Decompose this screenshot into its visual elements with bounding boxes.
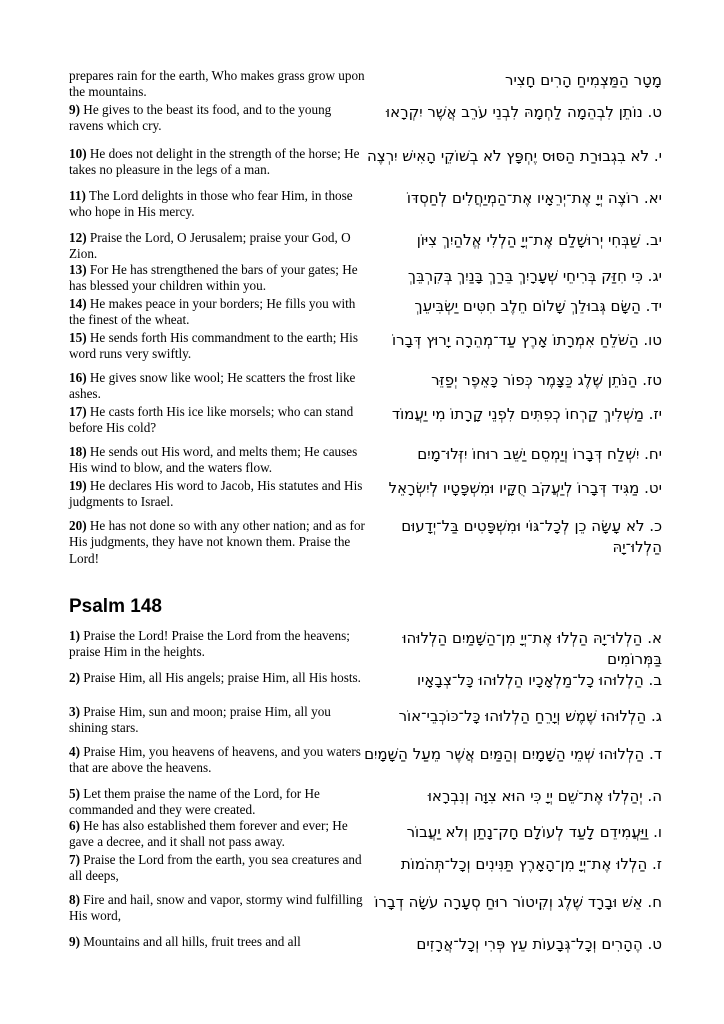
verse-english: 16) He gives snow like wool; He scatters the frost like ashes.	[69, 370, 356, 402]
verse-english: 1) Praise the Lord! Praise the Lord from the heavens; praise Him in the heights.	[69, 628, 350, 660]
verse-english: 8) Fire and hail, snow and vapor, stormy wind fulfilling His word,	[69, 892, 363, 924]
verse-number: 4)	[69, 744, 80, 759]
verse-hebrew: ט. נוֹתֵן לִבְהֵמָה לַחְמָהּ לִבְנֵי עֹרֵב אֲשֶׁר יִקְרָאוּ	[386, 103, 662, 121]
verse-hebrew: יט. מַגִּיד דְּבָרוֹ לְיַעֲקֹב חֻקָּיו וּמִשְׁפָּטָיו לְיִשְׂרָאֵל	[388, 479, 662, 497]
verse-hebrew: ה. יְהַלְלוּ אֶת־שֵׁם יְיָ כִּי הוּא צִוָּה וְנִבְרָאוּ	[427, 787, 662, 805]
verse-number: 11)	[69, 188, 86, 203]
verse-english: 4) Praise Him, you heavens of heavens, and you waters that are above the heavens.	[69, 744, 361, 776]
verse-english: 2) Praise Him, all His angels; praise Him, all His hosts.	[69, 670, 361, 685]
verse-hebrew: מָטָר הַמַּצְמִיחַ הָרִים חָצִיר	[504, 71, 662, 89]
verse-hebrew: טו. הַשֹּׁלֵחַ אִמְרָתוֹ אָרֶץ עַד־מְהֵרָה יָרוּץ דְּבָרוֹ	[392, 331, 662, 349]
verse-english: 13) For He has strengthened the bars of your gates; He has blessed your children within you.	[69, 262, 358, 294]
verse-hebrew: יג. כִּי חִזַּק בְּרִיחֵי שְׁעָרָיִךְ בֵּרַךְ בָּנַיִךְ בְּקִרְבֵּךְ	[407, 267, 662, 285]
verse-english: 7) Praise the Lord from the earth, you sea creatures and all deeps,	[69, 852, 362, 884]
verse-english: 9) He gives to the beast its food, and to the young ravens which cry.	[69, 102, 332, 134]
verse-number: 1)	[69, 628, 80, 643]
verse-hebrew: ג. הַלְלוּהוּ שֶׁמֶשׁ וְיָרֵחַ הַלְלוּהוּ כָּל־כּוֹכְבֵי־אוֹר	[398, 707, 662, 725]
verse-number: 9)	[69, 102, 80, 117]
verse-hebrew: ז. הַלְלוּ אֶת־יְיָ מִן־הָאָרֶץ תַּנִּינִים וְכָל־תְּהֹמוֹת	[400, 855, 662, 873]
verse-hebrew: יא. רוֹצֶה יְיָ אֶת־יְרֵאָיו אֶת־הַמְיַחֲלִים לְחַסְדּוֹ	[406, 189, 662, 207]
verse-number: 17)	[69, 404, 87, 419]
verse-english: 19) He declares His word to Jacob, His statutes and His judgments to Israel.	[69, 478, 363, 510]
verse-number: 2)	[69, 670, 80, 685]
verse-hebrew: כ. לֹא עָשָׂה כֵן לְכָל־גּוֹי וּמִשְׁפָּטִים בַּל־יְדָעוּם הַלְלוּ־יָהּ	[401, 517, 662, 556]
verse-hebrew: א. הַלְלוּ־יָהּ הַלְלוּ אֶת־יְיָ מִן־הַשָּׁמַיִם הַלְלוּהוּ בַּמְּרוֹמִים	[402, 629, 662, 668]
verse-english: 3) Praise Him, sun and moon; praise Him, all you shining stars.	[69, 704, 331, 736]
psalm-heading: Psalm 148	[69, 596, 162, 617]
verse-number: 12)	[69, 230, 87, 245]
verse-hebrew: ט. הֶהָרִים וְכָל־גְּבָעוֹת עֵץ פְּרִי וְכָל־אֲרָזִים	[416, 935, 662, 953]
verse-english: prepares rain for the earth, Who makes grass grow upon the mountains.	[69, 68, 365, 100]
verse-number: 10)	[69, 146, 87, 161]
verse-number: 20)	[69, 518, 87, 533]
verse-english: 5) Let them praise the name of the Lord, for He commanded and they were created.	[69, 786, 320, 818]
verse-hebrew: יב. שַׁבְּחִי יְרוּשָׁלַם אֶת־יְיָ הַלְלִי אֱלֹהַיִךְ צִיּוֹן	[416, 231, 662, 249]
verse-number: 16)	[69, 370, 87, 385]
verse-hebrew: יח. יִשְׁלַח דְּבָרוֹ וְיַמְסֵם יַשֵּׁב רוּחוֹ יִזְּלוּ־מָיִם	[417, 445, 662, 463]
verse-hebrew: ח. אֵשׁ וּבָרָד שֶׁלֶג וְקִיטוֹר רוּחַ סְעָרָה עֹשָׂה דְבָרוֹ	[374, 893, 662, 911]
verse-english: 15) He sends forth His commandment to the earth; His word runs very swiftly.	[69, 330, 358, 362]
verse-number: 15)	[69, 330, 87, 345]
verse-english: 18) He sends out His word, and melts them; He causes His wind to blow, and the waters flow.	[69, 444, 358, 476]
verse-hebrew: יד. הַשָּׂם גְּבוּלֵךְ שָׁלוֹם חֵלֶב חִטִּים יַשְׂבִּיעֵךְ	[414, 297, 662, 315]
verse-number: 19)	[69, 478, 87, 493]
verse-number: 14)	[69, 296, 87, 311]
verse-english: 6) He has also established them forever and ever; He gave a decree, and it shall not pass away.	[69, 818, 348, 850]
verse-hebrew: ד. הַלְלוּהוּ שְׁמֵי הַשָּׁמָיִם וְהַמַּיִם אֲשֶׁר מֵעַל הַשָּׁמָיִם	[364, 745, 662, 763]
verse-english: 10) He does not delight in the strength of the horse; He takes no pleasure in the legs of a man.	[69, 146, 360, 178]
verse-number: 7)	[69, 852, 80, 867]
verse-english: 17) He casts forth His ice like morsels; who can stand before His cold?	[69, 404, 354, 436]
verse-hebrew: טז. הַנֹּתֵן שֶׁלֶג כַּצָּמֶר כְּפוֹר כָּאֵפֶר יְפַזֵּר	[431, 371, 662, 389]
verse-hebrew: יז. מַשְׁלִיךְ קַרְחוֹ כְפִתִּים לִפְנֵי קָרָתוֹ מִי יַעֲמוֹד	[391, 405, 662, 423]
verse-english: 14) He makes peace in your borders; He fills you with the finest of the wheat.	[69, 296, 356, 328]
verse-english: 9) Mountains and all hills, fruit trees and all	[69, 934, 301, 949]
verse-number: 13)	[69, 262, 87, 277]
verse-english: 20) He has not done so with any other nation; and as for His judgments, they have not known them. Praise the Lord!	[69, 518, 365, 566]
verse-number: 5)	[69, 786, 80, 801]
verse-number: 8)	[69, 892, 80, 907]
verse-number: 18)	[69, 444, 87, 459]
verse-number: 6)	[69, 818, 80, 833]
verse-english: 12) Praise the Lord, O Jerusalem; praise your God, O Zion.	[69, 230, 351, 262]
verse-number: 3)	[69, 704, 80, 719]
verse-english: 11) The Lord delights in those who fear Him, in those who hope in His mercy.	[69, 188, 353, 220]
verse-hebrew: ב. הַלְלוּהוּ כָל־מַלְאָכָיו הַלְלוּהוּ כָּל־צְבָאָיו	[416, 671, 662, 689]
verse-hebrew: ו. וַיַּעֲמִידֵם לָעַד לְעוֹלָם חָק־נָתַן וְלֹא יַעֲבוֹר	[406, 823, 662, 841]
verse-number: 9)	[69, 934, 80, 949]
verse-hebrew: י. לֹא בִגְבוּרַת הַסּוּס יֶחְפָּץ לֹא בְשׁוֹקֵי הָאִישׁ יִרְצֶה	[367, 147, 662, 165]
